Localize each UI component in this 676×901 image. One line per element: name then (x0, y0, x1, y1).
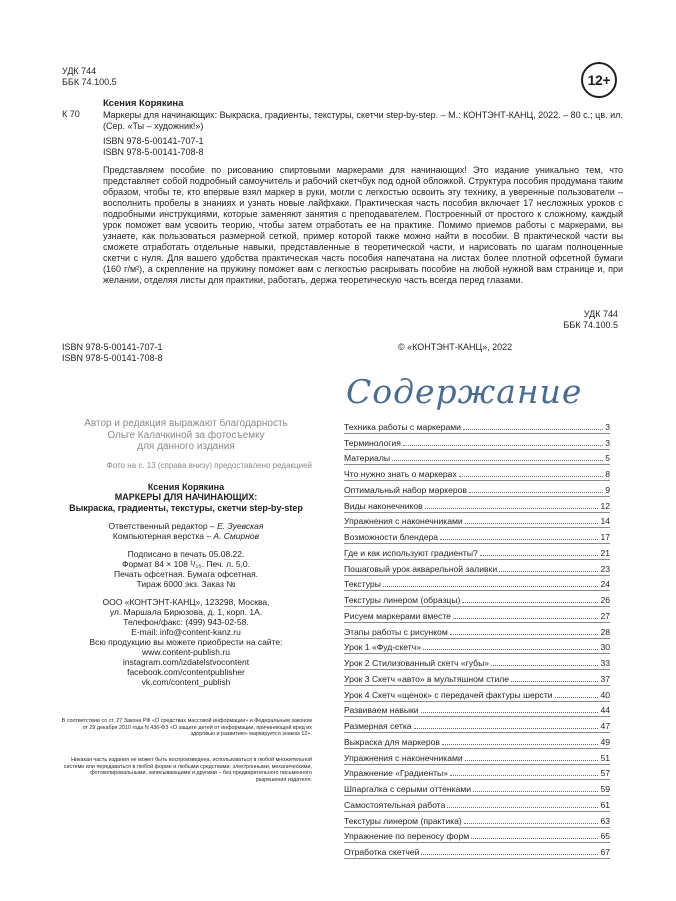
print-info-line: Подписано в печать 05.08.22. (127, 548, 245, 559)
toc-item (344, 623, 610, 639)
layout-line (60, 531, 312, 541)
toc-item (344, 560, 610, 576)
table-of-contents (344, 418, 610, 859)
toc-item (344, 450, 610, 466)
toc-item (344, 780, 610, 796)
toc-item (344, 607, 610, 623)
bib-isbn: ISBN 978-5-00141-707-1 (103, 136, 204, 146)
toc-item-title: Возможности блендера (344, 532, 439, 542)
toc-item-title: Выкраска для маркеров (344, 736, 440, 747)
imprint-title (60, 492, 312, 514)
toc-item-title: Шпаргалка с серыми оттенками (344, 784, 472, 794)
toc-item-page: 57 (600, 768, 610, 779)
bib-isbn-list (103, 136, 623, 158)
toc-item-page: 30 (600, 642, 610, 653)
toc-item-title: Рисуем маркерами вместе (344, 610, 451, 621)
toc-item-title: Размерная сетка (344, 721, 412, 731)
toc-item-title: Упражнения с наконечниками (344, 752, 463, 763)
toc-leader-dots (421, 712, 599, 713)
toc-item (344, 717, 610, 733)
toc-item-title: Урок 1 «Фуд-скетч» (344, 642, 421, 653)
toc-item (344, 591, 610, 607)
imprint-title-line: Выкраска, градиенты, текстуры, скетчи step-by-step (69, 502, 303, 513)
toc-leader-dots (555, 697, 599, 698)
toc-item-page: 59 (600, 784, 610, 794)
toc-item (344, 843, 610, 859)
toc-item-page: 33 (600, 658, 610, 668)
toc-item-title: Развиваем навыки (344, 705, 419, 716)
toc-item-title: Урок 2 Стилизованный скетч «губы» (344, 658, 490, 668)
toc-item-page: 37 (600, 673, 610, 684)
acknowledgements (60, 418, 312, 453)
toc-leader-dots (471, 838, 598, 839)
imprint-title-line: МАРКЕРЫ ДЛЯ НАЧИНАЮЩИХ: (114, 491, 258, 502)
photo-credit: Фото на с. 13 (справа внизу) предоставлено редакцией (106, 460, 312, 470)
toc-item-page: 21 (600, 547, 610, 558)
toc-item-title: Материалы (344, 453, 391, 464)
toc-item-page: 67 (600, 847, 610, 857)
acknowledgement-line: для данного издания (137, 441, 235, 452)
toc-item (344, 733, 610, 749)
publisher-contacts (60, 597, 312, 687)
toc-item-page: 26 (600, 595, 610, 605)
toc-item-title: Текстуры (344, 579, 381, 590)
toc-leader-dots (442, 744, 599, 745)
contents-title: Содержание (346, 372, 583, 411)
contact-line: Телефон/факс: (499) 943-02-58. (123, 616, 249, 627)
toc-leader-dots (450, 775, 598, 776)
toc-item-page: 9 (605, 484, 610, 495)
toc-leader-dots (511, 681, 598, 682)
toc-leader-dots (421, 854, 598, 855)
toc-leader-dots (480, 555, 599, 556)
toc-item-page: 47 (600, 721, 610, 731)
toc-item-title: Этапы работы с рисунком (344, 626, 448, 637)
editor-line (60, 521, 312, 531)
toc-item-title: Техника работы с маркерами (344, 421, 461, 432)
imprint-author: Ксения Корякина (147, 481, 225, 492)
toc-item (344, 465, 610, 481)
toc-item (344, 434, 610, 450)
toc-item-title: Отработка скетчей (344, 847, 420, 857)
contact-line: www.content-publish.ru (142, 646, 230, 657)
toc-item (344, 544, 610, 560)
contact-line: Всю продукцию вы можете приобрести на сайте: (89, 636, 283, 647)
toc-item (344, 497, 610, 513)
toc-leader-dots (392, 460, 603, 461)
print-info-line: Печать офсетная. Бумага офсетная. (113, 568, 259, 579)
contact-line: facebook.com/contentpublisher (127, 666, 245, 677)
toc-item (344, 481, 610, 497)
contact-line: E-mail: info@content-kanz.ru (131, 626, 241, 637)
contact-line: ул. Маршала Бирюзова, д. 1, корп. 1А. (109, 606, 263, 617)
isbn: ISBN 978-5-00141-708-8 (62, 353, 163, 363)
toc-item (344, 576, 610, 592)
toc-item (344, 513, 610, 529)
toc-item (344, 654, 610, 670)
bib-description: Маркеры для начинающих: Выкраска, градиенты, текстуры, скетчи step-by-step. – М.: КОНТЭНТ-КАНЦ, 2022. – 80 с.; цв. ил. (Сер. «Ты – художник!») (103, 110, 623, 131)
toc-item-page: 24 (600, 579, 610, 590)
acknowledgement-line: Автор и редакция выражают благодарность (84, 418, 288, 429)
toc-item-page: 44 (600, 705, 610, 716)
toc-item-page: 63 (600, 815, 610, 826)
toc-item-page: 17 (600, 532, 610, 542)
bib-author: Ксения Корякина (103, 98, 184, 109)
bbk-code: ББК 74.100.5 (62, 77, 117, 87)
toc-item-page: 61 (600, 799, 610, 810)
udk-bbk-top (62, 66, 117, 88)
legal-notice-age: В соответствии со ст. 27 Закона РФ «О средствах массовой информации» и Федеральным законом от 29 декабря 2010 года N 436-ФЗ «О защите детей от информации, причиняющей вред их здоровью и развитию» маркируется знаком 12+. (61, 718, 312, 737)
editor-label: Ответственный редактор – (108, 520, 218, 531)
legal-notice-copyright: Никакая часть издания не может быть воспроизведена, использоваться в любой множительной системе или передаваться в любой форме и любыми средствами: электронными, механическими, фотокопировальными, записывающими и другими – без предварительного письменного разрешения издателя. (63, 757, 312, 783)
toc-leader-dots (423, 649, 598, 650)
bib-isbn: ISBN 978-5-00141-708-8 (103, 147, 204, 157)
editors (60, 521, 312, 541)
toc-item-title: Терминология (344, 437, 401, 448)
bibliographic-record (103, 98, 623, 286)
toc-item (344, 812, 610, 828)
toc-item-page: 40 (600, 689, 610, 700)
toc-item-title: Урок 3 Скетч «авто» в мультяшном стиле (344, 673, 510, 684)
isbn-list (62, 342, 163, 364)
toc-item (344, 670, 610, 686)
toc-leader-dots (403, 445, 603, 446)
toc-item (344, 796, 610, 812)
toc-item-page: 3 (605, 437, 610, 448)
toc-item (344, 702, 610, 718)
contact-line: vk.com/content_publish (141, 676, 231, 687)
author-mark: К 70 (62, 109, 80, 119)
toc-item (344, 528, 610, 544)
bbk-code: ББК 74.100.5 (563, 320, 618, 330)
toc-item-page: 8 (605, 469, 610, 479)
toc-item-page: 65 (600, 831, 610, 842)
toc-item-title: Где и как используют градиенты? (344, 547, 478, 558)
toc-item (344, 686, 610, 702)
toc-leader-dots (440, 539, 598, 540)
isbn: ISBN 978-5-00141-707-1 (62, 342, 163, 352)
toc-leader-dots (465, 523, 599, 524)
toc-item (344, 828, 610, 844)
copyright: © «КОНТЭНТ-КАНЦ», 2022 (398, 342, 513, 352)
toc-item-page: 14 (600, 516, 610, 527)
toc-leader-dots (463, 429, 603, 430)
toc-leader-dots (383, 586, 599, 587)
toc-item-title: Упражнение «Градиенты» (344, 768, 449, 779)
contact-line: ООО «КОНТЭНТ-КАНЦ», 123298, Москва, (102, 596, 270, 607)
toc-leader-dots (469, 492, 603, 493)
toc-item (344, 639, 610, 655)
toc-leader-dots (491, 665, 598, 666)
toc-item-title: Пошаговый урок акварельной заливки (344, 563, 498, 574)
toc-leader-dots (453, 618, 599, 619)
toc-leader-dots (499, 571, 598, 572)
imprint-column (60, 418, 312, 687)
age-rating-badge: 12+ (581, 62, 617, 98)
bib-abstract: Представляем пособие по рисованию спиртовыми маркерами для начинающих! Это издание уникально тем, что представляет собой подробный самоучитель и рабочий скетчбук под одной обложкой. Структура пособия продумана таким образом, чтобы те, кто впервые взял маркер в руки, могли с легкостью освоить эту технику, а уверенные пользователи – восполнить пробелы в знаниях и узнать новые лайфхаки. Практическая часть пособия включает 17 несложных уроков с подробными инструкциями, которые заменяют занятия с преподавателем. Построенный от простого к сложному, каждый урок поможет вам усвоить теорию, чтобы затем отработать ее на практике. Помимо приемов работы с маркерами, вы узнаете, как пользоваться размерной сеткой, пример которой также можно найти в пособии. В практической части вы сможете отработать отдельные навыки, представленные в теоретической части, и нарисовать по шагам полноценные скетчи с нуля. Для вашего удобства практическая часть пособия напечатана на листах более плотной офсетной бумаги (160 г/м²), а скрепление на пружину поможет вам с легкостью раскрывать пособие на любой нужной вам странице и, при желании, отделяя листы для практики, работать, держа теоретическую часть всегда перед глазами. (103, 165, 623, 285)
editor-name: Е. Зуевская (217, 520, 264, 531)
acknowledgement-line: Ольге Калачкиной за фотосъемку (107, 429, 265, 441)
print-info (60, 549, 312, 589)
toc-item-page: 51 (600, 752, 610, 763)
toc-item (344, 765, 610, 781)
toc-item-title: Упражнения с наконечниками (344, 516, 463, 527)
layout-label: Компьютерная верстка – (112, 530, 214, 541)
toc-item-page: 12 (600, 500, 610, 511)
toc-item-page: 28 (600, 626, 610, 637)
print-info-line: Формат 84 × 108 ¹/₁₆. Печ. л. 5,0. (121, 558, 251, 569)
toc-item-page: 49 (600, 736, 610, 747)
toc-item-title: Текстуры линером (образцы) (344, 595, 461, 605)
toc-leader-dots (414, 728, 599, 729)
toc-leader-dots (465, 760, 599, 761)
toc-leader-dots (447, 807, 598, 808)
toc-item-title: Урок 4 Скетч «щенок» с передачей фактуры шерсти (344, 689, 553, 700)
contact-line: instagram.com/izdatelstvocontent (122, 656, 250, 667)
toc-item (344, 749, 610, 765)
udk-code: УДК 744 (583, 309, 618, 319)
toc-leader-dots (459, 476, 603, 477)
toc-leader-dots (473, 791, 598, 792)
toc-item-page: 23 (600, 563, 610, 574)
toc-item-title: Что нужно знать о маркерах (344, 469, 457, 479)
toc-item-title: Виды наконечников (344, 500, 423, 511)
toc-item-page: 3 (605, 421, 610, 432)
toc-leader-dots (464, 823, 599, 824)
toc-item-page: 5 (605, 453, 610, 464)
toc-item (344, 418, 610, 434)
udk-code: УДК 744 (62, 66, 97, 76)
toc-leader-dots (462, 602, 598, 603)
toc-item-title: Текстуры линером (практика) (344, 815, 462, 826)
toc-item-title: Оптимальный набор маркеров (344, 484, 467, 495)
toc-item-title: Упражнение по переносу форм (344, 831, 470, 842)
toc-item-page: 27 (600, 610, 610, 621)
toc-leader-dots (425, 508, 599, 509)
layout-name: А. Смирнов (213, 530, 260, 541)
toc-item-title: Самостоятельная работа (344, 799, 446, 810)
toc-leader-dots (450, 634, 599, 635)
print-info-line: Тираж 6000 экз. Заказ № (136, 578, 236, 589)
udk-bbk-right (560, 309, 618, 331)
